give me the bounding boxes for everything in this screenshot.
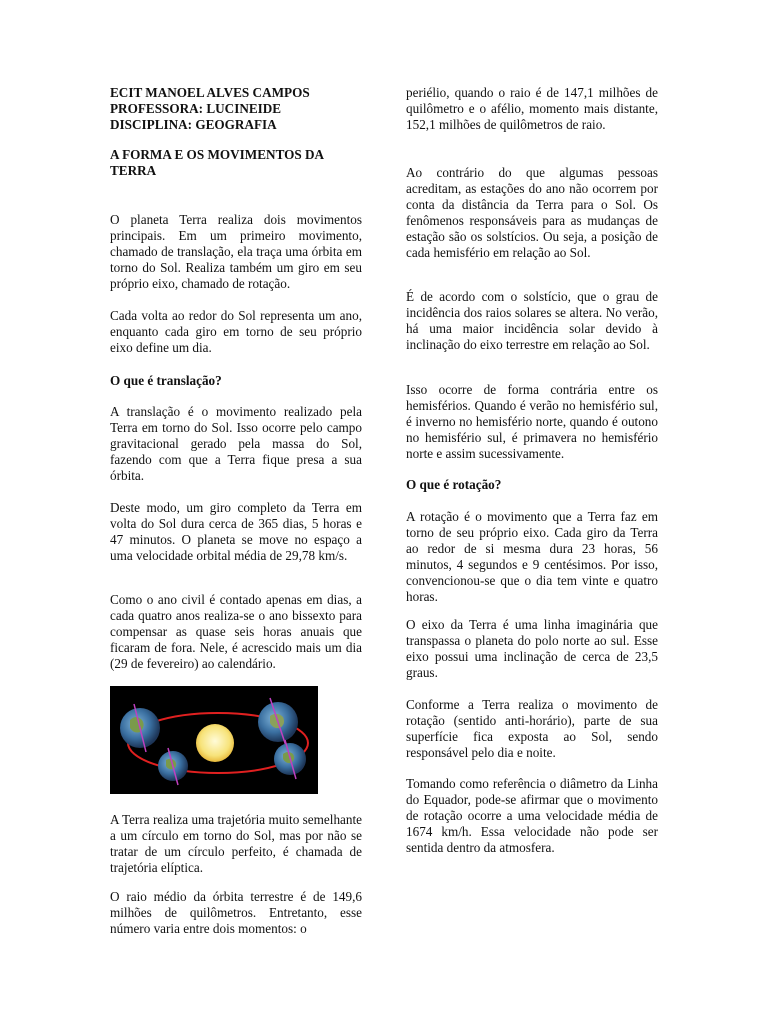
heading-rotacao: O que é rotação? <box>406 477 502 492</box>
teacher-name: PROFESSORA: LUCINEIDE <box>110 100 282 116</box>
paragraph-seasons: Ao contrário do que algumas pessoas acreditam, as estações do ano não ocorrem por conta da distância da Terra para o Sol. Os fenômenos responsáveis para as mudanças de estação são os solstícios. Ou seja, a posição de cada hemisfério em relação ao Sol. <box>406 165 658 260</box>
paragraph-hemispheres: Isso ocorre de forma contrária entre os hemisférios. Quando é verão no hemisfério sul, é inverno no hemisfério norte, quando é outono no hemisfério sul, é primavera no hemisfério norte e assim sucessivamente. <box>406 382 658 461</box>
document-header <box>110 85 362 133</box>
earth-bottom <box>158 748 188 785</box>
subject-name: DISCIPLINA: GEOGRAFIA <box>110 116 277 132</box>
paragraph-perihelion: periélio, quando o raio é de 147,1 milhões de quilômetro e o afélio, momento mais distante, 152,1 milhões de quilômetros de raio. <box>406 85 658 132</box>
paragraph-translacao: A translação é o movimento realizado pela Terra em torno do Sol. Isso ocorre pelo campo gravitacional gerado pela massa do Sol, fazendo com que a Terra fique presa a sua órbita. <box>110 404 362 483</box>
paragraph-orbit-radius: O raio médio da órbita terrestre é de 149,6 milhões de quilômetros. Entretanto, esse número varia entre dois momentos: o <box>110 889 362 936</box>
paragraph-elliptical: A Terra realiza uma trajetória muito semelhante a um círculo em torno do Sol, mas por não se tratar de um círculo perfeito, é chamada de trajetória elíptica. <box>110 812 362 875</box>
earth-top-right <box>258 698 298 746</box>
heading-translacao: O que é translação? <box>110 373 222 388</box>
earth-left <box>120 704 160 752</box>
school-name: ECIT MANOEL ALVES CAMPOS <box>110 85 310 100</box>
page-title: A FORMA E OS MOVIMENTOS DA TERRA <box>110 147 324 178</box>
earth-bottom-right <box>274 740 306 779</box>
paragraph-solstice: É de acordo com o solstício, que o grau de incidência dos raios solares se altera. No verão, há uma maior incidência solar devido à inclinação do eixo terrestre em relação ao Sol. <box>406 289 658 352</box>
paragraph-movements: O planeta Terra realiza dois movimentos principais. Em um primeiro movimento, chamado de translação, ela traça uma órbita em torno do Sol. Realiza também um giro em seu próprio eixo, chamado de rotação. <box>110 212 362 291</box>
paragraph-rotacao: A rotação é o movimento que a Terra faz em torno de seu próprio eixo. Cada giro da Terra ao redor de si mesma dura 23 horas, 56 minutos, 4 segundos e 9 centésimos. Por isso, convencionou-se que o dia tem vinte e quatro horas. <box>406 509 658 604</box>
orbit-illustration <box>110 686 318 794</box>
paragraph-orbit-duration: Deste modo, um giro completo da Terra em volta do Sol dura cerca de 365 dias, 5 horas e 47 minutos. O planeta se move no espaço a uma velocidade orbital média de 29,78 km/s. <box>110 500 362 563</box>
paragraph-axis: O eixo da Terra é uma linha imaginária que transpassa o planeta do polo norte ao sul. Esse eixo possui uma inclinação de cerca de 23,5 graus. <box>406 617 658 680</box>
paragraph-leap-year: Como o ano civil é contado apenas em dias, a cada quatro anos realiza-se o ano bissexto para compensar as quase seis horas anuais que ficaram de fora. Nele, é acrescido mais um dia (29 de fevereiro) ao calendário. <box>110 592 362 671</box>
sun <box>196 724 234 762</box>
paragraph-rotation-speed: Tomando como referência o diâmetro da Linha do Equador, pode-se afirmar que o movimento de rotação ocorre a uma velocidade média de 1674 km/h. Essa velocidade não pode ser sentida dentro da atmosfera. <box>406 776 658 855</box>
orbit-svg <box>110 686 318 794</box>
paragraph-year-day: Cada volta ao redor do Sol representa um ano, enquanto cada giro em torno de seu próprio eixo define um dia. <box>110 308 362 355</box>
paragraph-day-night: Conforme a Terra realiza o movimento de rotação (sentido anti-horário), parte de sua superfície fica exposta ao Sol, sendo responsável pelo dia e noite. <box>406 697 658 760</box>
